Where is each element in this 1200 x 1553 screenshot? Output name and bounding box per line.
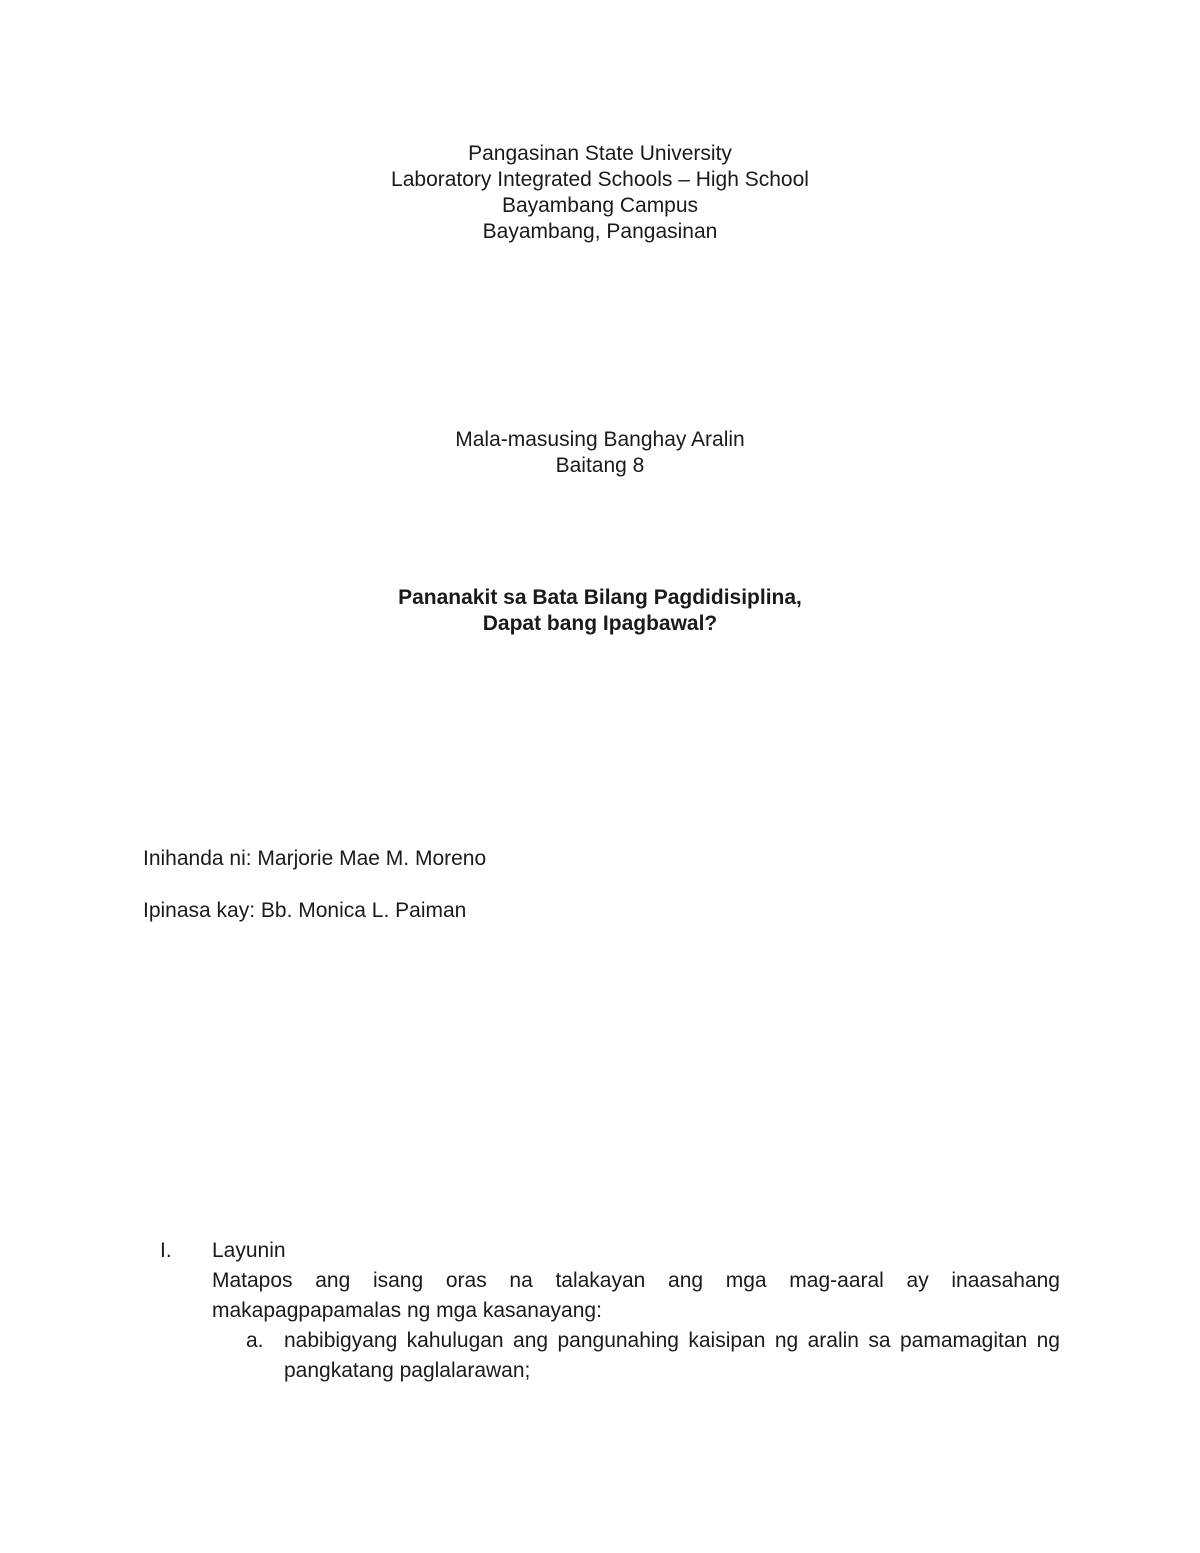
lesson-plan-info [0,427,1200,479]
lesson-title-line-1: Pananakit sa Bata Bilang Pagdidisiplina, [398,586,802,609]
university-name: Pangasinan State University [468,142,732,165]
submitted-to: Ipinasa kay: Bb. Monica L. Paiman [143,899,467,922]
grade-level: Baitang 8 [555,454,645,477]
objectives-list [212,1326,1060,1386]
objective-letter: a. [246,1329,264,1352]
section-intro: Matapos ang isang oras na talakayan ang mga mag-aaral ay inaasahang makapagpapamalas ng mga kasanayang: [212,1269,1060,1322]
prepared-by: Inihanda ni: Marjorie Mae M. Moreno [143,847,487,870]
campus-location: Bayambang, Pangasinan [482,220,718,243]
school-name: Laboratory Integrated Schools – High School [391,168,809,191]
section-numeral: I. [160,1239,172,1262]
lesson-plan-type: Mala-masusing Banghay Aralin [455,428,745,451]
list-item [212,1326,1060,1386]
school-header [0,141,1200,245]
campus-name: Bayambang Campus [501,194,699,217]
section-heading: Layunin [212,1239,286,1262]
lesson-title-line-2: Dapat bang Ipagbawal? [482,612,718,635]
objectives-section [160,1236,1060,1386]
objective-text: nabibigyang kahulugan ang pangunahing kaisipan ng aralin sa pamamagitan ng pangkatang paglalarawan; [284,1329,1060,1382]
lesson-title [0,585,1200,637]
